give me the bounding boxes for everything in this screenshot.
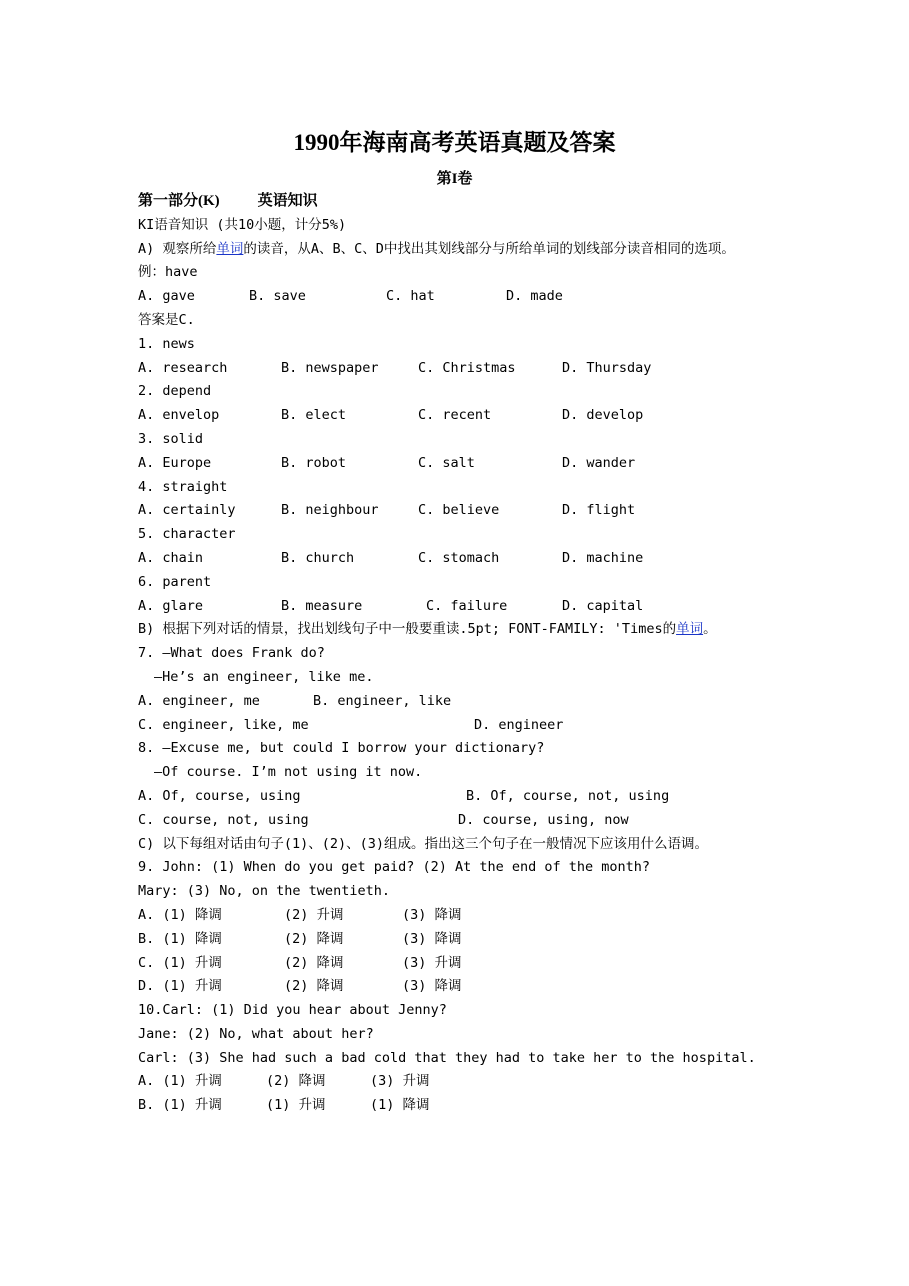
question-stem: 7. —What does Frank do? — [138, 645, 325, 662]
question-stem: 8. —Excuse me, but could I borrow your dictionary? — [138, 740, 545, 757]
question-options — [138, 452, 778, 476]
option-text: B. church — [281, 549, 355, 566]
document-body — [138, 190, 778, 1118]
question-stem: 3. solid — [138, 430, 204, 447]
option-text: D. capital — [562, 597, 644, 614]
intonation-row — [138, 975, 778, 999]
option-text: D. made — [506, 288, 563, 305]
question-stem: 10.Carl: (1) Did you hear about Jenny? — [138, 1002, 447, 1019]
option-text: B. newspaper — [281, 359, 379, 376]
question-stem: 9. John: (1) When do you get paid? (2) At the end of the month? — [138, 859, 651, 876]
instruction-a: A) 观察所给单词的读音，从A、B、C、D中找出其划线部分与所给单词的划线部分读音相同的选项。 — [138, 240, 735, 257]
example-answer: 答案是C. — [138, 311, 195, 328]
option-text: B. neighbour — [281, 502, 379, 519]
part-name: 英语知识 — [257, 193, 318, 209]
option-text: D. flight — [562, 502, 636, 519]
word-link[interactable]: 单词 — [676, 621, 704, 638]
option-text: (1) 升调 — [266, 1097, 326, 1114]
question-options — [138, 595, 778, 619]
question-options — [138, 547, 778, 571]
document-title: 1990年海南高考英语真题及答案 — [293, 130, 616, 155]
option-text: C. recent — [418, 407, 492, 424]
question-options — [138, 690, 778, 714]
option-text: D. (1) 升调 — [138, 978, 222, 995]
option-text: (3) 降调 — [402, 978, 462, 995]
question-dialogue: Mary: (3) No, on the twentieth. — [138, 883, 390, 900]
question-stem: 4. straight — [138, 478, 228, 495]
option-text: C. engineer, like, me — [138, 716, 309, 733]
instruction-c: C) 以下每组对话由句子(1)、(2)、(3)组成。指出这三个句子在一般情况下应该用什么语调。 — [138, 835, 709, 852]
question-stem: 1. news — [138, 335, 195, 352]
question-dialogue: Carl: (3) She had such a bad cold that they had to take her to the hospital. — [138, 1049, 756, 1066]
section-heading: KI语音知识 (共10小题，计分5%) — [138, 216, 347, 233]
questions-1-6 — [138, 333, 778, 619]
option-text: A. gave — [138, 288, 195, 305]
option-text: C. salt — [418, 454, 475, 471]
option-text: A. engineer, me — [138, 692, 260, 709]
option-text: D. wander — [562, 454, 636, 471]
question-stem: 2. depend — [138, 383, 212, 400]
option-text: (3) 升调 — [370, 1073, 430, 1090]
option-text: D. course, using, now — [458, 811, 629, 828]
part-heading — [138, 190, 778, 214]
option-text: C. course, not, using — [138, 811, 309, 828]
option-text: C. (1) 升调 — [138, 954, 222, 971]
option-text: (3) 升调 — [402, 954, 462, 971]
option-text: C. believe — [418, 502, 500, 519]
option-text: (2) 降调 — [266, 1073, 326, 1090]
option-text: A. envelop — [138, 407, 220, 424]
option-text: A. Europe — [138, 454, 212, 471]
option-text: (2) 降调 — [284, 954, 344, 971]
option-text: C. failure — [426, 597, 508, 614]
option-text: A. certainly — [138, 502, 236, 519]
option-text: (2) 降调 — [284, 978, 344, 995]
option-text: C. Christmas — [418, 359, 516, 376]
option-text: B. engineer, like — [313, 692, 452, 709]
intonation-row — [138, 1094, 778, 1118]
question-options — [138, 357, 778, 381]
option-text: A. Of, course, using — [138, 787, 301, 804]
option-text: B. (1) 降调 — [138, 930, 222, 947]
option-text: (3) 降调 — [402, 906, 462, 923]
question-options — [138, 404, 778, 428]
question-dialogue: Jane: (2) No, what about her? — [138, 1025, 374, 1042]
option-text: B. robot — [281, 454, 347, 471]
option-text: A. (1) 降调 — [138, 906, 222, 923]
option-text: A. glare — [138, 597, 204, 614]
option-text: D. engineer — [474, 716, 564, 733]
question-dialogue: —Of course. I’m not using it now. — [154, 764, 423, 781]
question-stem: 6. parent — [138, 573, 212, 590]
question-options — [138, 809, 778, 833]
intonation-row — [138, 1070, 778, 1094]
question-dialogue: —He’s an engineer, like me. — [154, 668, 374, 685]
volume-heading: 第I卷 — [436, 171, 473, 187]
option-text: B. measure — [281, 597, 363, 614]
question-options — [138, 785, 778, 809]
example-word: 例：have — [138, 264, 198, 281]
option-text: D. machine — [562, 549, 644, 566]
intonation-row — [138, 928, 778, 952]
option-text: B. Of, course, not, using — [466, 787, 670, 804]
part-label: 第一部分(K) — [138, 193, 220, 209]
option-text: (1) 降调 — [370, 1097, 430, 1114]
option-text: (2) 升调 — [284, 906, 344, 923]
option-text: B. elect — [281, 407, 347, 424]
option-text: A. chain — [138, 549, 204, 566]
intonation-row — [138, 952, 778, 976]
option-text: B. (1) 升调 — [138, 1097, 222, 1114]
question-stem: 5. character — [138, 526, 236, 543]
instruction-b: B) 根据下列对话的情景，找出划线句子中一般要重读.5pt; FONT-FAMILY: 'Times的单词。 — [138, 621, 717, 638]
question-options — [138, 714, 778, 738]
option-text: D. Thursday — [562, 359, 652, 376]
word-link[interactable]: 单词 — [216, 240, 244, 257]
example-options — [138, 285, 778, 309]
intonation-row — [138, 904, 778, 928]
option-text: C. stomach — [418, 549, 500, 566]
option-text: B. save — [249, 288, 306, 305]
option-text: A. research — [138, 359, 228, 376]
question-options — [138, 499, 778, 523]
option-text: D. develop — [562, 407, 644, 424]
option-text: (3) 降调 — [402, 930, 462, 947]
option-text: (2) 降调 — [284, 930, 344, 947]
option-text: A. (1) 升调 — [138, 1073, 222, 1090]
option-text: C. hat — [386, 288, 435, 305]
